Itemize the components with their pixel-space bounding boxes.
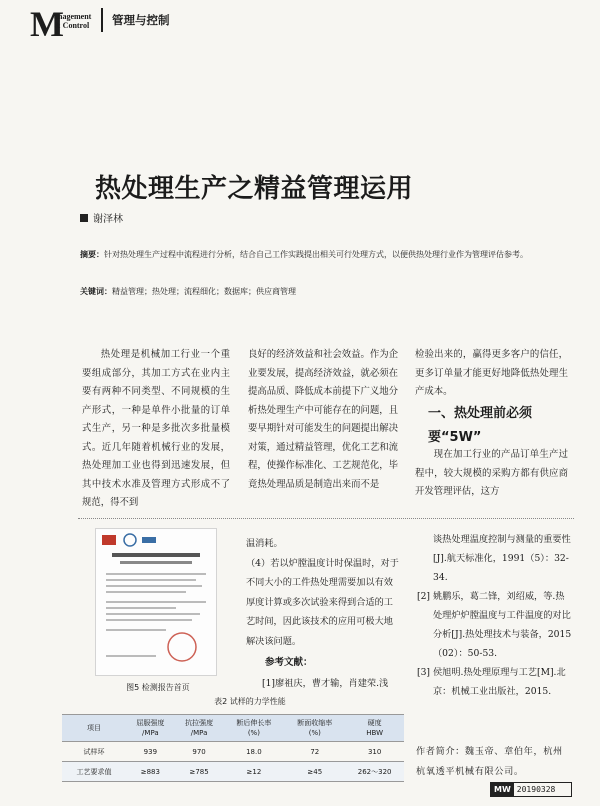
table-header-cell: 抗拉强度 /MPa bbox=[175, 715, 224, 742]
reference-text: 谈热处理温度控制与测量的重要性[J].航天标准化，1991（5）：32-34. bbox=[433, 534, 571, 583]
reference-text: 姚鹏乐，葛二锋，刘绍威，等.热处理炉炉膛温度与工件温度的对比分析[J].热处理技术与装备，2015（02）：50-53. bbox=[433, 591, 572, 659]
logo-line-1: anagement bbox=[54, 12, 92, 21]
table-row bbox=[62, 762, 404, 782]
body-column-1: 热处理是机械加工行业一个重要组成部分，其加工方式在业内主要有两种不同类型、不同规模的生产形式，一种是单件小批量的订单式生产，另一种是多批次多批量模式。近几年随着机械行业的发展，热处理加工业也得到迅速发展，但其中技术水准及管理方式形成不了规范，得不到 bbox=[82, 349, 230, 508]
reference-item bbox=[417, 530, 572, 587]
table-row bbox=[62, 742, 404, 762]
table-header-cell: 断后伸长率 (%) bbox=[223, 715, 284, 742]
reference-number: [3] bbox=[417, 667, 431, 678]
table-cell: 72 bbox=[284, 742, 345, 762]
mechanical-properties-table bbox=[62, 714, 404, 782]
references-list bbox=[417, 530, 572, 701]
reference-number bbox=[417, 530, 433, 587]
table-cell: 工艺要求值 bbox=[62, 762, 126, 782]
table-cell: 970 bbox=[175, 742, 224, 762]
article-title: 热处理生产之精益管理运用 bbox=[95, 174, 414, 204]
table-cell: 310 bbox=[345, 742, 404, 762]
table-header-cell: 断面收缩率 (%) bbox=[284, 715, 345, 742]
abstract-label: 摘要： bbox=[80, 250, 104, 259]
body-column-4: 温消耗。 （4）若以炉膛温度计时保温时，对于不同大小的工件热处理需要加以有效厚度计算或多次试验来得到合适的工艺时间，因此该技术的应用可极大地解决该问题。 bbox=[246, 538, 399, 647]
table-cell: 18.0 bbox=[223, 742, 284, 762]
table-header-cell: 屈服强度 /MPa bbox=[126, 715, 175, 742]
reference-text: 侯旭明.热处理原理与工艺[M].北京：机械工业出版社，2015. bbox=[433, 667, 566, 697]
table-cell: 试样环 bbox=[62, 742, 126, 762]
journal-logo-subtitle bbox=[54, 12, 91, 30]
table-header-cell: 项目 bbox=[62, 715, 126, 742]
reference-number: [2] bbox=[417, 591, 431, 602]
inspection-report-image bbox=[95, 528, 217, 676]
continuation-divider bbox=[78, 518, 574, 519]
table-cell: ≥785 bbox=[175, 762, 224, 782]
figure-caption: 图5 检测报告首页 bbox=[126, 683, 190, 692]
table-cell: ≥45 bbox=[284, 762, 345, 782]
keywords bbox=[80, 285, 550, 299]
table-cell: 939 bbox=[126, 742, 175, 762]
journal-brand: MW bbox=[491, 783, 514, 796]
header-divider bbox=[101, 8, 103, 32]
table-cell: 262～320 bbox=[345, 762, 404, 782]
keywords-label: 关键词： bbox=[80, 287, 112, 296]
reference-1-start: [1]廖祖庆，曹才输，肖建荣.浅 bbox=[262, 678, 389, 689]
issue-number: 20190328 bbox=[516, 785, 556, 794]
table-cell: ≥883 bbox=[126, 762, 175, 782]
keywords-text: 精益管理；热处理；流程细化；数据库；供应商管理 bbox=[112, 287, 296, 296]
reference-item bbox=[417, 587, 572, 663]
body-column-2: 良好的经济效益和社会效益。作为企业要发展，提高经济效益，就必须在提高品质、降低成本前提下广义地分析热处理生产中可能存在的问题，且要早期针对可能发生的问题提出解决对策，通过精益管理，优化工艺和流程，使操作标准化、工艺规范化，毕竟热处理品质是制造出来而不是 bbox=[248, 349, 399, 490]
abstract bbox=[80, 247, 550, 263]
article-author: 谢泽林 bbox=[93, 214, 123, 225]
references-heading: 参考文献： bbox=[265, 657, 313, 668]
table-caption: 表2 试样的力学性能 bbox=[214, 697, 286, 706]
abstract-text: 针对热处理生产过程中流程进行分析，结合自己工作实践提出相关可行处理方式，以便供热处理行业作为管理评估参考。 bbox=[104, 250, 528, 259]
table-header-row bbox=[62, 715, 404, 742]
logo-line-2: & Control bbox=[54, 21, 90, 30]
table-header-cell: 硬度 HBW bbox=[345, 715, 404, 742]
author-info: 作者简介：魏玉帝、章伯年，杭州杭氧透平机械有限公司。 bbox=[416, 746, 563, 777]
journal-logo-letter: M bbox=[30, 4, 64, 44]
body-column-3: 检验出来的，赢得更多客户的信任，更多订单量才能更好地降低热处理生产成本。 bbox=[415, 349, 568, 397]
reference-item bbox=[417, 663, 572, 701]
body-column-3-continued: 现在加工行业的产品订单生产过程中，较大规模的采购方都有供应商开发管理评估，这方 bbox=[415, 449, 568, 497]
table-cell: ≥12 bbox=[223, 762, 284, 782]
issue-footer bbox=[490, 782, 572, 797]
author-marker-icon bbox=[80, 214, 88, 222]
section-name: 管理与控制 bbox=[112, 13, 170, 27]
section-heading-1: 一、热处理前必须要“5W” bbox=[428, 406, 533, 445]
report-document-icon bbox=[96, 529, 216, 675]
